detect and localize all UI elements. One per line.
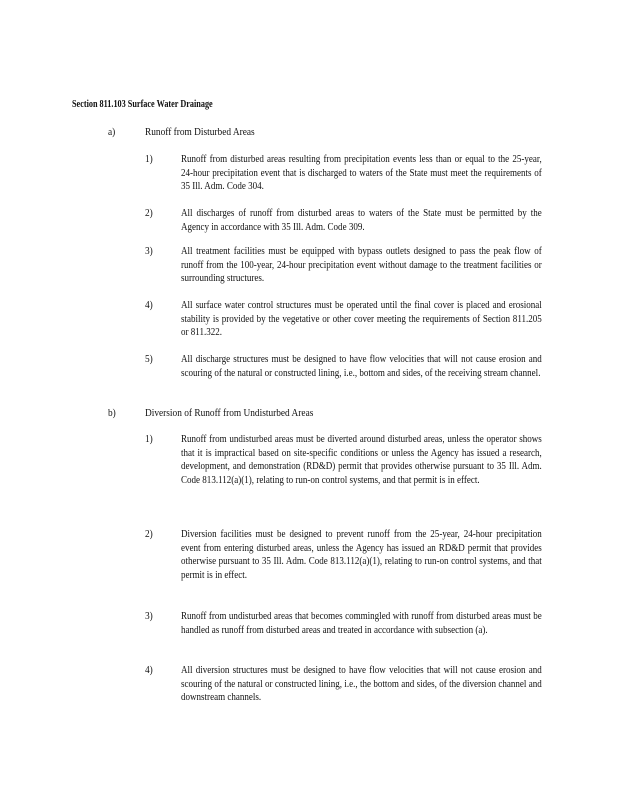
section-heading: Section 811.103 Surface Water Drainage bbox=[72, 99, 213, 110]
subsection-b-marker: b) bbox=[108, 407, 116, 419]
item-number: 2) bbox=[145, 528, 153, 540]
item-text: Runoff from disturbed areas resulting from precipitation events less than or equal to the 25-year, 24-hour precipitation event that is discharged to waters of the State must meet the requirements of 35 Ill. Adm. Code 304. bbox=[181, 153, 542, 193]
item-text: All diversion structures must be designed to have flow velocities that will not cause erosion and scouring of the natural or constructed lining, i.e., the bottom and sides, of the diversion channel and downstream channels. bbox=[181, 664, 542, 704]
item-number: 2) bbox=[145, 207, 153, 219]
item-text: Runoff from undisturbed areas must be diverted around disturbed areas, unless the operator shows that it is impractical based on site-specific conditions or unless the Agency has issued a research, development, and demonstration (RD&D) permit that provides otherwise pursuant to 35 Ill. Adm. Code 813.112(a)(1), relating to run-on control systems, and that permit is in effect. bbox=[181, 433, 542, 486]
item-text: All discharge structures must be designed to have flow velocities that will not cause erosion and scouring of the natural or constructed lining, i.e., bottom and sides, of the receiving stream channel. bbox=[181, 353, 542, 379]
item-text: All surface water control structures must be operated until the final cover is placed and erosional stability is provided by the vegetative or other cover meeting the requirements of Section 811.205 or 811.322. bbox=[181, 299, 542, 339]
item-number: 5) bbox=[145, 353, 153, 365]
item-number: 1) bbox=[145, 433, 153, 445]
item-text: Runoff from undisturbed areas that becomes commingled with runoff from disturbed areas must be handled as runoff from disturbed areas and treated in accordance with subsection (a). bbox=[181, 610, 542, 636]
subsection-a-title: Runoff from Disturbed Areas bbox=[145, 126, 255, 138]
item-number: 4) bbox=[145, 664, 153, 676]
subsection-b-title: Diversion of Runoff from Undisturbed Areas bbox=[145, 407, 314, 419]
item-text: All discharges of runoff from disturbed areas to waters of the State must be permitted by the Agency in accordance with 35 Ill. Adm. Code 309. bbox=[181, 207, 542, 233]
item-text: Diversion facilities must be designed to prevent runoff from the 25-year, 24-hour precipitation event from entering disturbed areas, unless the Agency has issued an RD&D permit that provides otherwise pursuant to 35 Ill. Adm. Code 813.112(a)(1), relating to run-on control systems, and that permit is in effect. bbox=[181, 528, 542, 581]
subsection-a-marker: a) bbox=[108, 126, 116, 138]
item-text: All treatment facilities must be equipped with bypass outlets designed to pass the peak flow of runoff from the 100-year, 24-hour precipitation event without damage to the treatment facilities or surrounding structures. bbox=[181, 245, 542, 285]
item-number: 3) bbox=[145, 245, 153, 257]
item-number: 3) bbox=[145, 610, 153, 622]
item-number: 1) bbox=[145, 153, 153, 165]
item-number: 4) bbox=[145, 299, 153, 311]
